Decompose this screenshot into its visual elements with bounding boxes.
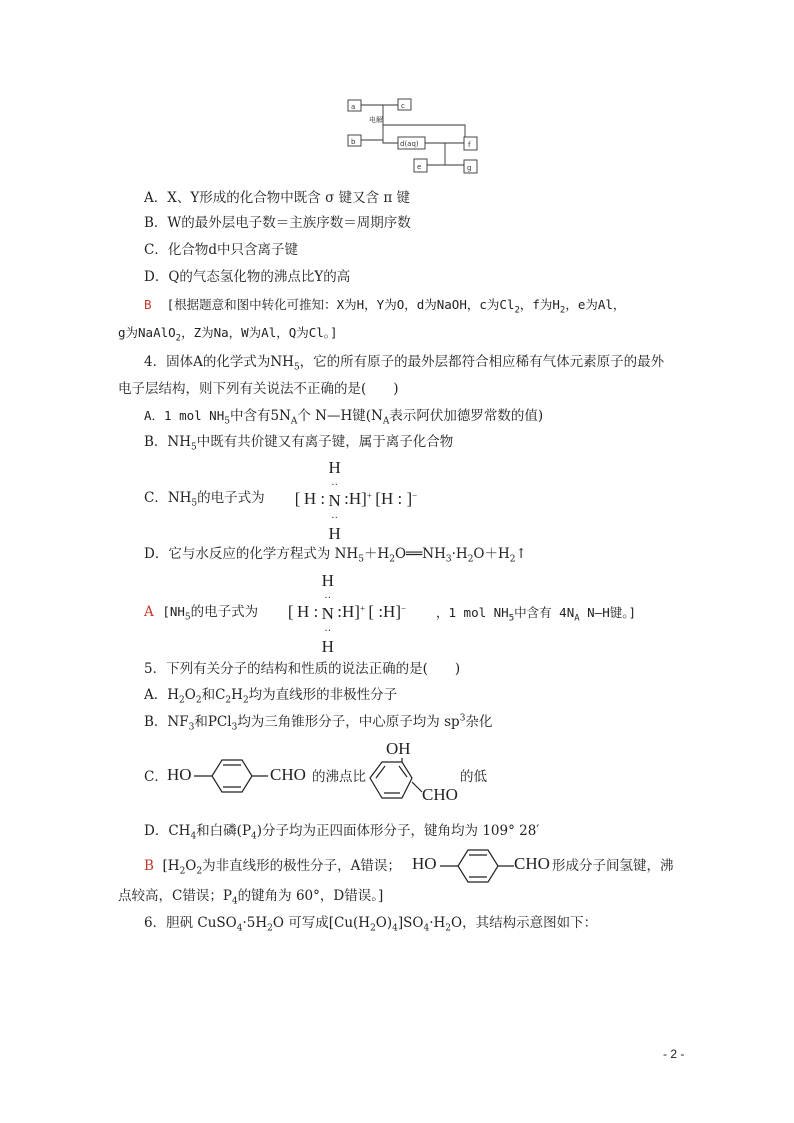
node-d-label: d(aq) <box>400 140 419 148</box>
q5-answer-letter: B <box>144 858 154 874</box>
q5-answer-line2: 点较高，C错误；$P_4$的键角为 60°，D错误。] <box>118 888 384 907</box>
q4-option-c: C．$NH_5$的电子式为 <box>144 490 265 509</box>
node-f-box <box>464 137 477 150</box>
q4-answer-electron-formula: [ H : H ·· N ·· H :H]+ [ :H]− <box>287 571 407 656</box>
q5-answer-line1-end: 形成分子间氢键，沸 <box>552 858 674 874</box>
q6-stem: 6．胆矾 $CuSO_4\cdot 5H_2O$ 可写成$[Cu(H_2O)_4]SO_4\cdot H_2O$，其结构示意图如下： <box>144 915 598 934</box>
oh-group: OH <box>386 739 411 758</box>
node-c-label: c <box>401 102 405 110</box>
q3-answer-line1: B [根据题意和图中转化可推知：X为H，Y为O，d为NaOH，c为$Cl_2$，f为$H_2$，e为Al， <box>144 297 626 316</box>
ho-group-1: HO <box>167 765 192 784</box>
q3-option-d: D．Q的气态氢化物的沸点比Y的高 <box>144 269 351 285</box>
q4-answer-tail: ，1 mol $NH_5$中含有 $4N_A$ N—H键。] <box>436 605 637 624</box>
q5-option-c-end: 的低 <box>460 769 487 785</box>
reaction-flow-diagram <box>345 97 480 177</box>
q3-option-b: B．W的最外层电子数＝主族序数＝周期序数 <box>144 215 411 231</box>
q5-stem: 5．下列有关分子的结构和性质的说法正确的是( ) <box>144 661 461 677</box>
cho-group-1: CHO <box>270 765 306 784</box>
q3-option-c: C．化合物d中只含离子键 <box>144 242 298 258</box>
node-f-label: f <box>468 141 471 149</box>
q5-option-c-label: C． <box>144 769 168 785</box>
node-b-label: b <box>351 138 356 146</box>
q4-stem-line2: 电子层结构，则下列有关说法不正确的是( ) <box>118 381 399 397</box>
q5-answer-line1: B [$H_2O_2$为非直线形的极性分子，A错误； <box>144 858 401 877</box>
benzene-ring-ortho <box>360 758 430 818</box>
q4-option-b: B．$NH_5$中既有共价键又有离子键，属于离子化合物 <box>144 434 454 453</box>
q3-answer-line2: g为NaAlO$_2$，Z为Na，W为Al，Q为Cl。] <box>118 325 338 344</box>
electrolysis-label: 电解 <box>369 116 383 124</box>
q4-option-d: D．它与水反应的化学方程式为 $NH_5+H_2O══NH_3\cdot H_2O+H_2↑$ <box>144 546 527 565</box>
q3-option-a: A．X、Y形成的化合物中既含 σ 键又含 π 键 <box>144 190 411 206</box>
node-e-label: e <box>417 163 422 171</box>
benzene-ring-para <box>190 756 270 796</box>
ammonium-center-column: H ·· N ·· H <box>328 458 341 543</box>
node-g-label: g <box>467 164 472 172</box>
q5-option-d: D．$CH_4$和白磷$(P_4)$分子均为正四面体形分子，键角均为 109° 28′ <box>144 823 540 842</box>
q4-stem-line1: 4．固体A的化学式为$NH_5$，它的所有原子的最外层都符合相应稀有气体元素原子的最外 <box>144 354 665 373</box>
benzene-ring-answer <box>436 846 516 886</box>
q4-answer-letter: A <box>144 604 154 620</box>
q5-option-b: B．$NF_3$和PCl$_3$均为三角锥形分子，中心原子均为 $sp^3$杂化 <box>144 713 493 733</box>
q5-option-a: A．$H_2O_2$和$C_2H_2$均为直线形的非极性分子 <box>144 687 398 706</box>
q5-option-c-compare: 的沸点比 <box>312 769 366 785</box>
q4-option-a: A．1 mol $NH_5$中含有$5N_A$个 N—H键($N_A$表示阿伏加德罗常数的值) <box>144 408 544 427</box>
q3-answer-letter: B <box>144 297 152 312</box>
ho-group-2: HO <box>412 854 437 873</box>
cho-group-3: CHO <box>514 854 550 873</box>
node-a-label: a <box>351 103 356 111</box>
cho-group-2: CHO <box>422 785 458 804</box>
q4-answer: A [$NH_5$的电子式为 <box>144 604 259 623</box>
page-number: - 2 - <box>663 1047 685 1061</box>
q4-option-c-electron-formula: [ H : H ·· N ·· H :H]+ [H : ]− <box>294 458 418 543</box>
